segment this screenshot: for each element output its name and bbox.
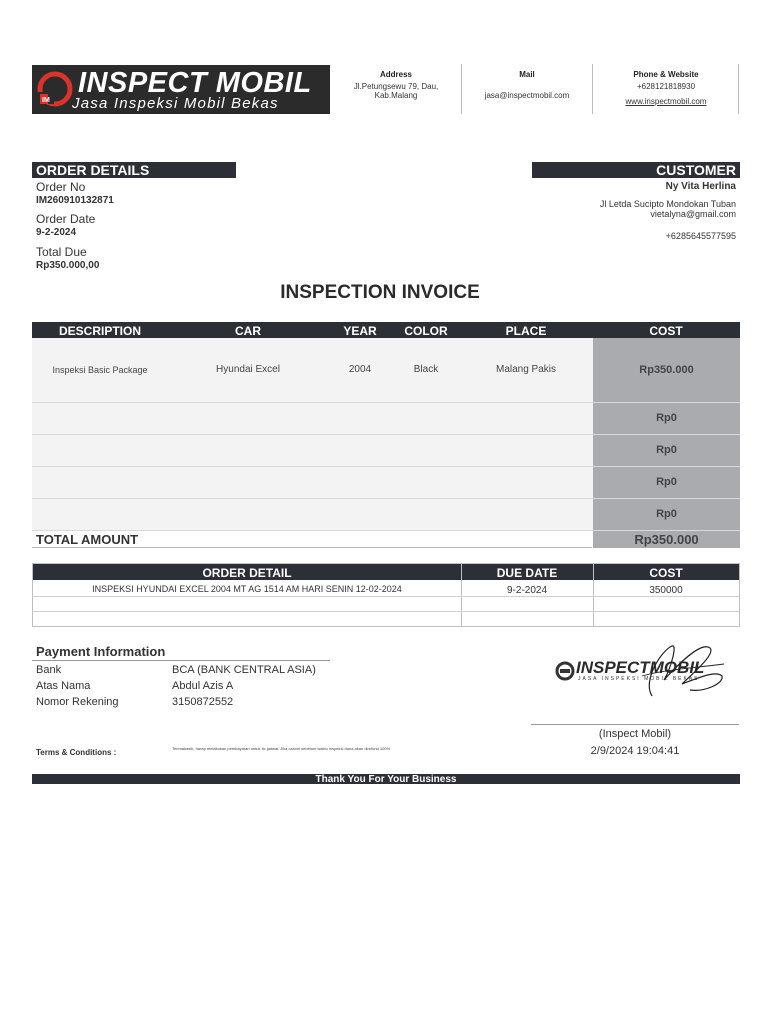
mail-block: [466, 70, 588, 100]
divider: [592, 64, 593, 114]
mail-link[interactable]: jasa@inspectmobil.com: [484, 91, 570, 100]
order-due-date: 9-2-2024: [506, 585, 548, 596]
terms-text: Terimakasih, harap melakukan pembayaran untuk fix jadwal. Jika cancel sebelum waktu inspeksi dana akan direfund 100%: [172, 746, 391, 751]
col-order-detail: ORDER DETAIL: [202, 566, 292, 580]
item-year: 2004: [348, 364, 372, 375]
item-description: Inspeksi Basic Package: [52, 365, 148, 375]
col-due-date: DUE DATE: [496, 566, 558, 580]
col-year: YEAR: [343, 324, 377, 338]
account-no-value: 3150872552: [172, 696, 234, 708]
divider: [461, 64, 462, 114]
total-due-value: Rp350.000,00: [36, 260, 100, 271]
signer-name: (Inspect Mobil): [598, 728, 672, 740]
item-car: Hyundai Excel: [216, 364, 280, 375]
footer-thanks: Thank You For Your Business: [32, 774, 740, 784]
order-date-value: 9-2-2024: [36, 227, 77, 238]
mail-label: Mail: [519, 70, 535, 79]
brand-tagline: Jasa Inspeksi Mobil Bekas: [72, 95, 279, 112]
order-details-heading: ORDER DETAILS: [32, 162, 236, 178]
order-detail-text: INSPEKSI HYUNDAI EXCEL 2004 MT AG 1514 AM HARI SENIN 12-02-2024: [92, 584, 402, 594]
customer-phone: +6285645577595: [665, 231, 736, 241]
account-name-value: Abdul Azis A: [172, 680, 234, 692]
car-wrench-icon: [554, 660, 576, 682]
phone-website-block: [598, 70, 734, 106]
item-place: Malang Pakis: [495, 364, 557, 375]
customer-address: Jl Letda Sucipto Mondokan Tuban: [599, 199, 736, 209]
bank-label: Bank: [36, 664, 62, 676]
brand-logo: [32, 65, 330, 114]
item-cost: Rp0: [593, 403, 740, 435]
address-line1: Jl.Petungsewu 79, Dau,: [353, 82, 439, 91]
divider: [33, 611, 739, 612]
phone-number: +628121818930: [636, 82, 696, 91]
order-detail-table: [32, 563, 740, 627]
col-order-cost: COST: [649, 566, 683, 580]
svg-text:IM: IM: [42, 97, 50, 104]
total-due-label: Total Due: [36, 245, 87, 259]
bank-value: BCA (BANK CENTRAL ASIA): [172, 664, 316, 676]
col-cost: COST: [649, 324, 683, 338]
item-cost: Rp350.000: [593, 338, 740, 403]
customer-heading: CUSTOMER: [532, 162, 740, 178]
signature-timestamp: 2/9/2024 19:04:41: [590, 745, 680, 757]
divider: [32, 660, 330, 661]
col-car: CAR: [235, 324, 261, 338]
handwritten-signature: [612, 640, 732, 702]
address-block: [340, 70, 452, 100]
terms-label: Terms & Conditions :: [36, 748, 117, 757]
order-cost: 350000: [649, 585, 683, 596]
address-label: Address: [379, 70, 412, 79]
divider: [531, 724, 739, 725]
divider: [738, 64, 739, 114]
account-no-label: Nomor Rekening: [36, 696, 119, 708]
total-row: [32, 531, 592, 548]
order-no-value: IM260910132871: [36, 195, 114, 206]
total-label: TOTAL AMOUNT: [36, 532, 139, 547]
invoice-title: INSPECTION INVOICE: [280, 282, 480, 303]
order-date-label: Order Date: [36, 212, 96, 226]
stamp-name: INSPECTMOBIL: [576, 658, 705, 677]
customer-email: vietalyna@gmail.com: [650, 209, 736, 219]
item-cost: Rp0: [593, 499, 740, 531]
item-color: Black: [413, 364, 439, 375]
signature-stamp: [552, 652, 732, 700]
customer-name: Ny Vita Herlina: [665, 181, 736, 192]
brand-name: INSPECT MOBIL: [78, 67, 312, 99]
item-cost: Rp0: [593, 467, 740, 499]
address-line2: Kab.Malang: [374, 91, 418, 100]
order-detail-header: [33, 564, 739, 580]
col-description: DESCRIPTION: [58, 324, 141, 338]
payment-heading: Payment Information: [36, 644, 166, 659]
account-name-label: Atas Nama: [36, 680, 91, 692]
col-color: COLOR: [404, 324, 448, 338]
phone-website-label: Phone & Website: [633, 70, 699, 79]
items-table-header: [32, 322, 740, 338]
order-no-label: Order No: [36, 180, 86, 194]
stamp-tagline: JASA INSPEKSI MOBIL BEKAS: [578, 676, 700, 682]
total-value: Rp350.000: [593, 531, 740, 548]
item-cost: Rp0: [593, 435, 740, 467]
col-place: PLACE: [505, 324, 547, 338]
divider: [33, 596, 739, 597]
car-wrench-icon: [36, 70, 74, 108]
website-link[interactable]: www.inspectmobil.com: [625, 97, 707, 106]
